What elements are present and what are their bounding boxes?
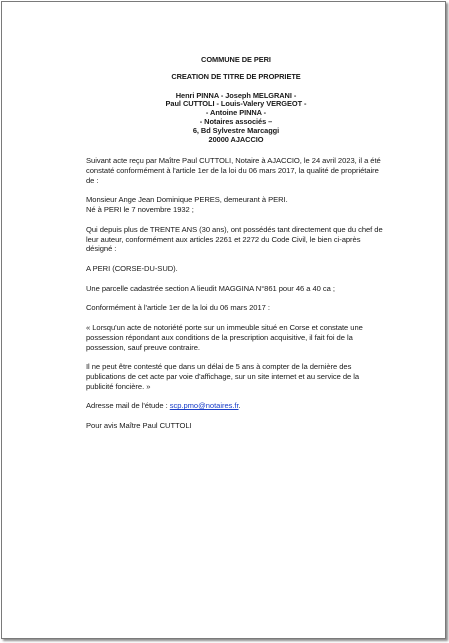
quote-paragraph: « Lorsqu'un acte de notoriété porte sur un immeuble situé en Corse et constate une possession répondant aux conditions de la prescription acquisitive, il fait foi de la possession, sauf preuve contraire. <box>86 323 363 352</box>
notaires-block <box>86 92 386 145</box>
notaires-line: 20000 AJACCIO <box>208 134 264 144</box>
signature-line: Pour avis Maître Paul CUTTOLI <box>86 421 192 431</box>
notaires-line: Paul CUTTOLI - Louis-Valery VERGEOT - <box>165 99 307 109</box>
notaires-line: 6, Bd Sylvestre Marcaggi <box>192 125 280 135</box>
email-paragraph <box>86 401 386 411</box>
document-content <box>86 56 386 431</box>
email-label: Adresse mail de l'étude : <box>86 401 170 411</box>
contest-paragraph: Il ne peut être contesté que dans un délai de 5 ans à compter de la dernière des publications de cet acte par voie d'affichage, sur un site internet et au service de la publicité foncière. » <box>86 362 360 391</box>
owner-line: Monsieur Ange Jean Dominique PERES, demeurant à PERI. <box>86 195 288 205</box>
notaires-line: - Antoine PINNA - <box>205 108 267 118</box>
notaires-line: - Notaires associés – <box>199 116 273 126</box>
conformity-paragraph: Conformément à l'article 1er de la loi du 06 mars 2017 : <box>86 303 270 313</box>
document-title: CREATION DE TITRE DE PROPRIETE <box>171 71 301 81</box>
owner-birth-line: Né à PERI le 7 novembre 1932 ; <box>86 205 194 215</box>
email-link[interactable]: scp.pmo@notaires.fr <box>169 401 239 411</box>
owner-block <box>86 195 386 214</box>
parcel-paragraph: Une parcelle cadastrée section A lieudit MAGGINA N°861 pour 46 a 40 ca ; <box>86 283 335 293</box>
location-paragraph: A PERI (CORSE-DU-SUD). <box>86 264 178 273</box>
possession-paragraph: Qui depuis plus de TRENTE ANS (30 ans), ont possédés tant directement que du chef de leur auteur, conformément aux articles 2261 et 2272 du Code Civil, le bien ci-après désigné : <box>86 224 383 254</box>
intro-paragraph: Suivant acte reçu par Maître Paul CUTTOLI, Notaire à AJACCIO, le 24 avril 2023, il a été constaté conformément à l'article 1er de la loi du 06 mars 2017, la qualité de propriétaire de : <box>86 156 381 185</box>
email-suffix: . <box>238 401 241 411</box>
document-page <box>1 1 446 639</box>
commune-heading: COMMUNE DE PERI <box>201 55 271 64</box>
notaires-line: Henri PINNA - Joseph MELGRANI - <box>175 90 297 100</box>
